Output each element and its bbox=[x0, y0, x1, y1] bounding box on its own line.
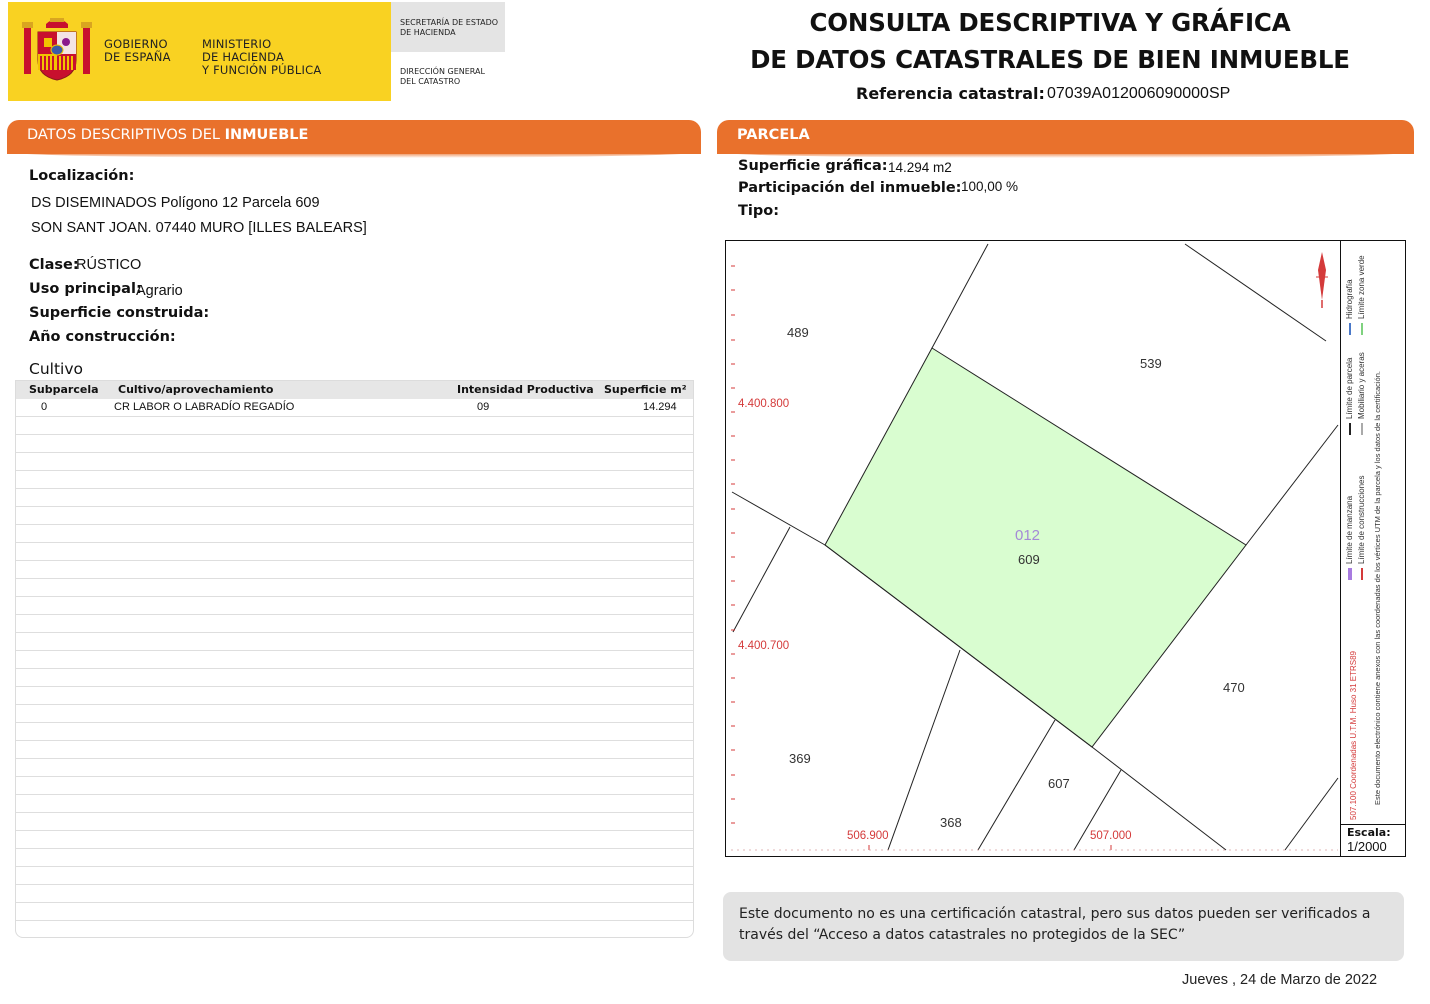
table-rule-line bbox=[16, 596, 693, 597]
legend-zona-verde: Límite zona verde bbox=[1357, 255, 1366, 319]
neighbor-label-607: 607 bbox=[1048, 776, 1070, 791]
y-coord-top: 4.400.800 bbox=[738, 398, 790, 410]
localizacion-label: Localización: bbox=[29, 168, 135, 184]
table-rule-line bbox=[16, 506, 693, 507]
gobierno-de-espana-text: GOBIERNO DE ESPAÑA bbox=[104, 37, 171, 64]
participacion-value: 100,00 % bbox=[961, 179, 1019, 194]
table-rule-line bbox=[16, 920, 693, 921]
parcel-label: 609 bbox=[1018, 552, 1040, 567]
table-rule-line bbox=[16, 416, 693, 417]
document-title: CONSULTA DESCRIPTIVA Y GRÁFICA DE DATOS CATASTRALES DE BIEN INMUEBLE bbox=[750, 8, 1350, 74]
clase-label: Clase: bbox=[29, 257, 79, 273]
table-rule-line bbox=[16, 560, 693, 561]
legend-manzana: Límite de manzana bbox=[1345, 495, 1354, 564]
table-rule-line bbox=[16, 776, 693, 777]
coat-of-arms-icon bbox=[22, 14, 92, 86]
uso-label: Uso principal: bbox=[29, 281, 142, 297]
table-rule-line bbox=[16, 632, 693, 633]
parcel-609-shape bbox=[825, 348, 1246, 747]
legend-parcela: Límite de parcela bbox=[1345, 357, 1354, 419]
address-line-1: DS DISEMINADOS Polígono 12 Parcela 609 bbox=[31, 195, 320, 211]
neighbor-label-539: 539 bbox=[1140, 356, 1162, 371]
col-intensidad: Intensidad Productiva bbox=[457, 383, 594, 396]
x-coord-left: 506.900 bbox=[847, 830, 889, 842]
cell-intensidad: 09 bbox=[477, 401, 490, 413]
table-rule-line bbox=[16, 434, 693, 435]
table-rule-line bbox=[16, 488, 693, 489]
legend-mobiliario: Mobiliario y aceras bbox=[1357, 352, 1366, 419]
map-drawing bbox=[726, 241, 1340, 856]
col-subparcela: Subparcela bbox=[29, 383, 99, 396]
uso-value: Agrario bbox=[136, 283, 183, 299]
table-rule-line bbox=[16, 704, 693, 705]
table-rule-line bbox=[16, 794, 693, 795]
scale-label: Escala: bbox=[1347, 826, 1391, 839]
reference-label: Referencia catastral: bbox=[856, 84, 1045, 103]
table-rule-line bbox=[16, 902, 693, 903]
superficie-construida-label: Superficie construida: bbox=[29, 305, 210, 321]
table-row bbox=[16, 399, 693, 416]
table-rule-line bbox=[16, 884, 693, 885]
electronic-note: Este documento electrónico contiene anexos con las coordenadas de los vértices UTM de la parcela y los datos de la certificación. bbox=[1373, 371, 1382, 805]
table-rule-line bbox=[16, 452, 693, 453]
neighbor-label-368: 368 bbox=[940, 815, 962, 830]
document-date: Jueves , 24 de Marzo de 2022 bbox=[1182, 972, 1378, 988]
table-rule-line bbox=[16, 686, 693, 687]
map-legend bbox=[1342, 250, 1404, 820]
table-rule-line bbox=[16, 650, 693, 651]
table-rule-line bbox=[16, 542, 693, 543]
table-rule-line bbox=[16, 722, 693, 723]
table-rule-line bbox=[16, 470, 693, 471]
address-line-2: SON SANT JOAN. 07440 MURO [ILLES BALEARS] bbox=[31, 220, 367, 236]
table-rule-line bbox=[16, 866, 693, 867]
table-rule-line bbox=[16, 668, 693, 669]
table-rule-line bbox=[16, 740, 693, 741]
section-band-parcela: PARCELA bbox=[717, 120, 1414, 154]
participacion-label: Participación del inmueble: bbox=[738, 180, 962, 196]
table-rule-line bbox=[16, 524, 693, 525]
ministerio-text: MINISTERIO DE HACIENDA Y FUNCIÓN PÚBLICA bbox=[202, 37, 322, 77]
band-suffix: INMUEBLE bbox=[224, 127, 309, 143]
table-rule-line bbox=[16, 812, 693, 813]
verification-notice: Este documento no es una certificación catastral, pero sus datos pueden ser verificados a través del “Acceso a datos catastrales no protegidos de la SEC” bbox=[723, 892, 1404, 961]
table-rule-line bbox=[16, 614, 693, 615]
polygon-label: 012 bbox=[1015, 527, 1041, 544]
neighbor-label-369: 369 bbox=[789, 751, 811, 766]
band-prefix: DATOS DESCRIPTIVOS DEL bbox=[27, 127, 225, 143]
neighbor-label-489: 489 bbox=[787, 325, 809, 340]
cell-cultivo: CR LABOR O LABRADÍO REGADÍO bbox=[114, 401, 295, 413]
x-coord-right: 507.000 bbox=[1090, 830, 1132, 842]
table-rule-line bbox=[16, 848, 693, 849]
legend-hidrografia: Hidrografía bbox=[1345, 279, 1354, 319]
table-header bbox=[16, 381, 693, 399]
y-coord-bottom: 4.400.700 bbox=[738, 640, 790, 652]
scale-value: 1/2000 bbox=[1347, 839, 1387, 854]
superficie-grafica-label: Superficie gráfica: bbox=[738, 158, 888, 174]
cultivo-title: Cultivo bbox=[29, 360, 83, 378]
anio-construccion-label: Año construcción: bbox=[29, 329, 176, 345]
section-band-datos bbox=[7, 120, 701, 154]
col-superficie: Superficie m² bbox=[604, 383, 687, 396]
utm-note: 507.100 Coordenadas U.T.M. Huso 31 ETRS89 bbox=[1349, 651, 1358, 820]
north-arrow-icon bbox=[1316, 252, 1328, 308]
table-rule-line bbox=[16, 758, 693, 759]
legend-construcciones: Límite de construcciones bbox=[1357, 475, 1366, 564]
table-rule-line bbox=[16, 578, 693, 579]
reference-value: 07039A012006090000SP bbox=[1047, 85, 1231, 102]
cell-subparcela: 0 bbox=[41, 401, 48, 413]
clase-value: RÚSTICO bbox=[76, 257, 142, 273]
cell-superficie: 14.294 bbox=[643, 401, 677, 413]
neighbor-label-470: 470 bbox=[1223, 680, 1245, 695]
secretaria-text: SECRETARÍA DE ESTADO DE HACIENDA bbox=[400, 18, 499, 37]
direccion-text: DIRECCIÓN GENERAL DEL CATASTRO bbox=[400, 67, 485, 86]
col-cultivo: Cultivo/aprovechamiento bbox=[118, 383, 274, 396]
map-legend-divider bbox=[1340, 241, 1341, 856]
superficie-grafica-value: 14.294 m2 bbox=[888, 160, 952, 175]
table-rule-line bbox=[16, 830, 693, 831]
cultivo-table bbox=[15, 380, 694, 938]
tipo-label: Tipo: bbox=[738, 203, 780, 219]
